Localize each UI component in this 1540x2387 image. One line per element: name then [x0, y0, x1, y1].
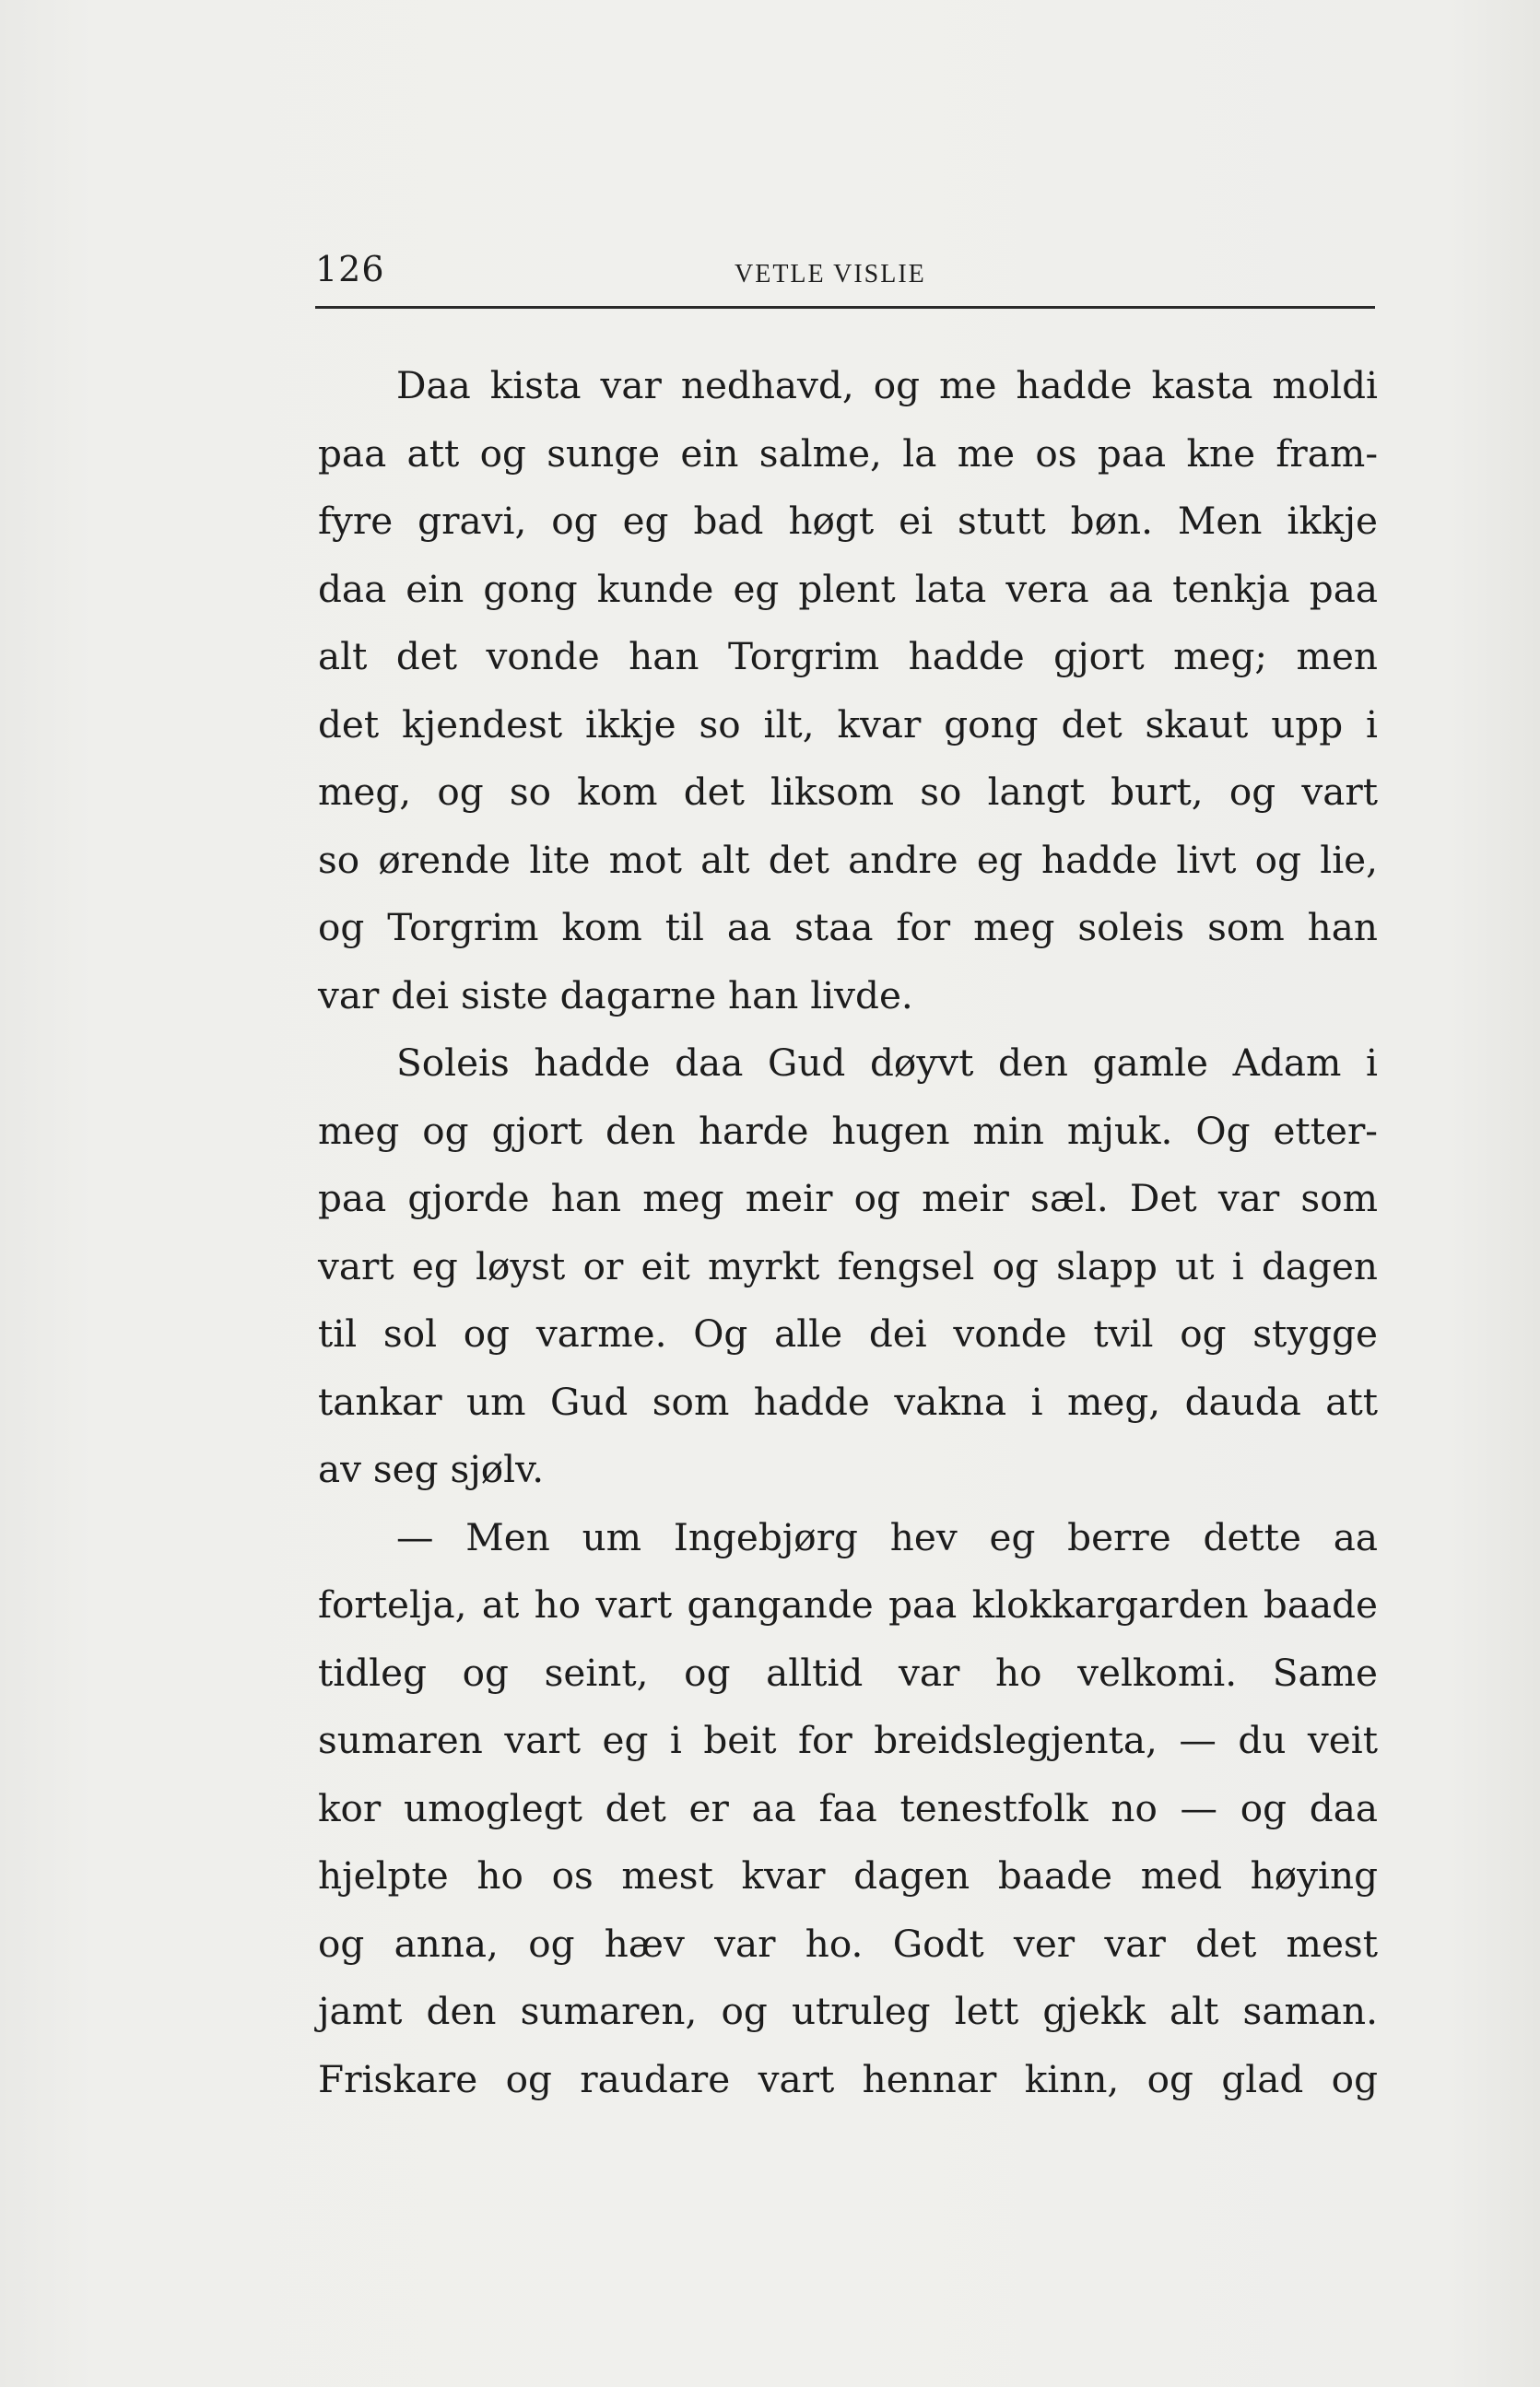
text-line: — Men um Ingebjørg hev eg berre dette aa: [396, 1514, 1378, 1559]
text-line: alt det vonde han Torgrim hadde gjort meg; men: [318, 634, 1378, 678]
text-line: tidleg og seint, og alltid var ho velkomi. Same: [318, 1650, 1378, 1695]
text-line: var dei siste dagarne han livde.: [318, 972, 913, 1017]
header-rule: [315, 306, 1375, 309]
paragraph-3: [318, 1504, 1378, 2114]
text-line: daa ein gong kunde eg plent lata vera aa tenkja paa: [318, 566, 1378, 611]
paragraph-2: [318, 1029, 1378, 1504]
text-line: so ørende lite mot alt det andre eg hadde livt og lie,: [318, 837, 1378, 882]
running-title: VETLE VISLIE: [735, 260, 926, 288]
text-line: paa att og sunge ein salme, la me os paa kne fram-: [318, 430, 1378, 476]
text-line: tankar um Gud som hadde vakna i meg, dauda att: [318, 1379, 1378, 1424]
text-line: meg, og so kom det liksom so langt burt, og vart: [318, 770, 1378, 814]
paragraph-1: [318, 352, 1378, 1029]
running-header: [315, 241, 1375, 306]
page-number: 126: [315, 249, 385, 289]
text-line: det kjendest ikkje so ilt, kvar gong det skaut upp i: [318, 701, 1378, 747]
text-line: kor umoglegt det er aa faa tenestfolk no — og daa: [318, 1785, 1378, 1830]
text-line: Daa kista var nedhavd, og me hadde kasta moldi: [396, 363, 1378, 407]
body-text: [318, 352, 1378, 2113]
text-line: fyre gravi, og eg bad høgt ei stutt bøn. Men ikkje: [318, 499, 1378, 543]
text-line: sumaren vart eg i beit for breidslegjenta, — du veit: [318, 1718, 1378, 1762]
text-line: vart eg løyst or eit myrkt fengsel og slapp ut i dagen: [318, 1243, 1378, 1288]
text-line: Soleis hadde daa Gud døyvt den gamle Adam i: [396, 1041, 1378, 1085]
text-line: til sol og varme. Og alle dei vonde tvil og stygge: [318, 1311, 1378, 1356]
text-line: jamt den sumaren, og utruleg lett gjekk alt saman.: [318, 1989, 1378, 2033]
text-line: av seg sjølv.: [318, 1447, 545, 1491]
text-line: fortelja, at ho vart gangande paa klokkargarden baade: [318, 1582, 1378, 1627]
text-line: paa gjorde han meg meir og meir sæl. Det var som: [318, 1176, 1378, 1220]
text-line: og anna, og hæv var ho. Godt ver var det mest: [318, 1921, 1378, 1966]
text-line: og Torgrim kom til aa staa for meg soleis som han: [318, 905, 1378, 949]
text-line: Friskare og raudare vart hennar kinn, og glad og: [318, 2056, 1378, 2101]
text-line: hjelpte ho os mest kvar dagen baade med høying: [318, 1853, 1378, 1898]
text-line: meg og gjort den harde hugen min mjuk. Og etter-: [318, 1108, 1378, 1153]
